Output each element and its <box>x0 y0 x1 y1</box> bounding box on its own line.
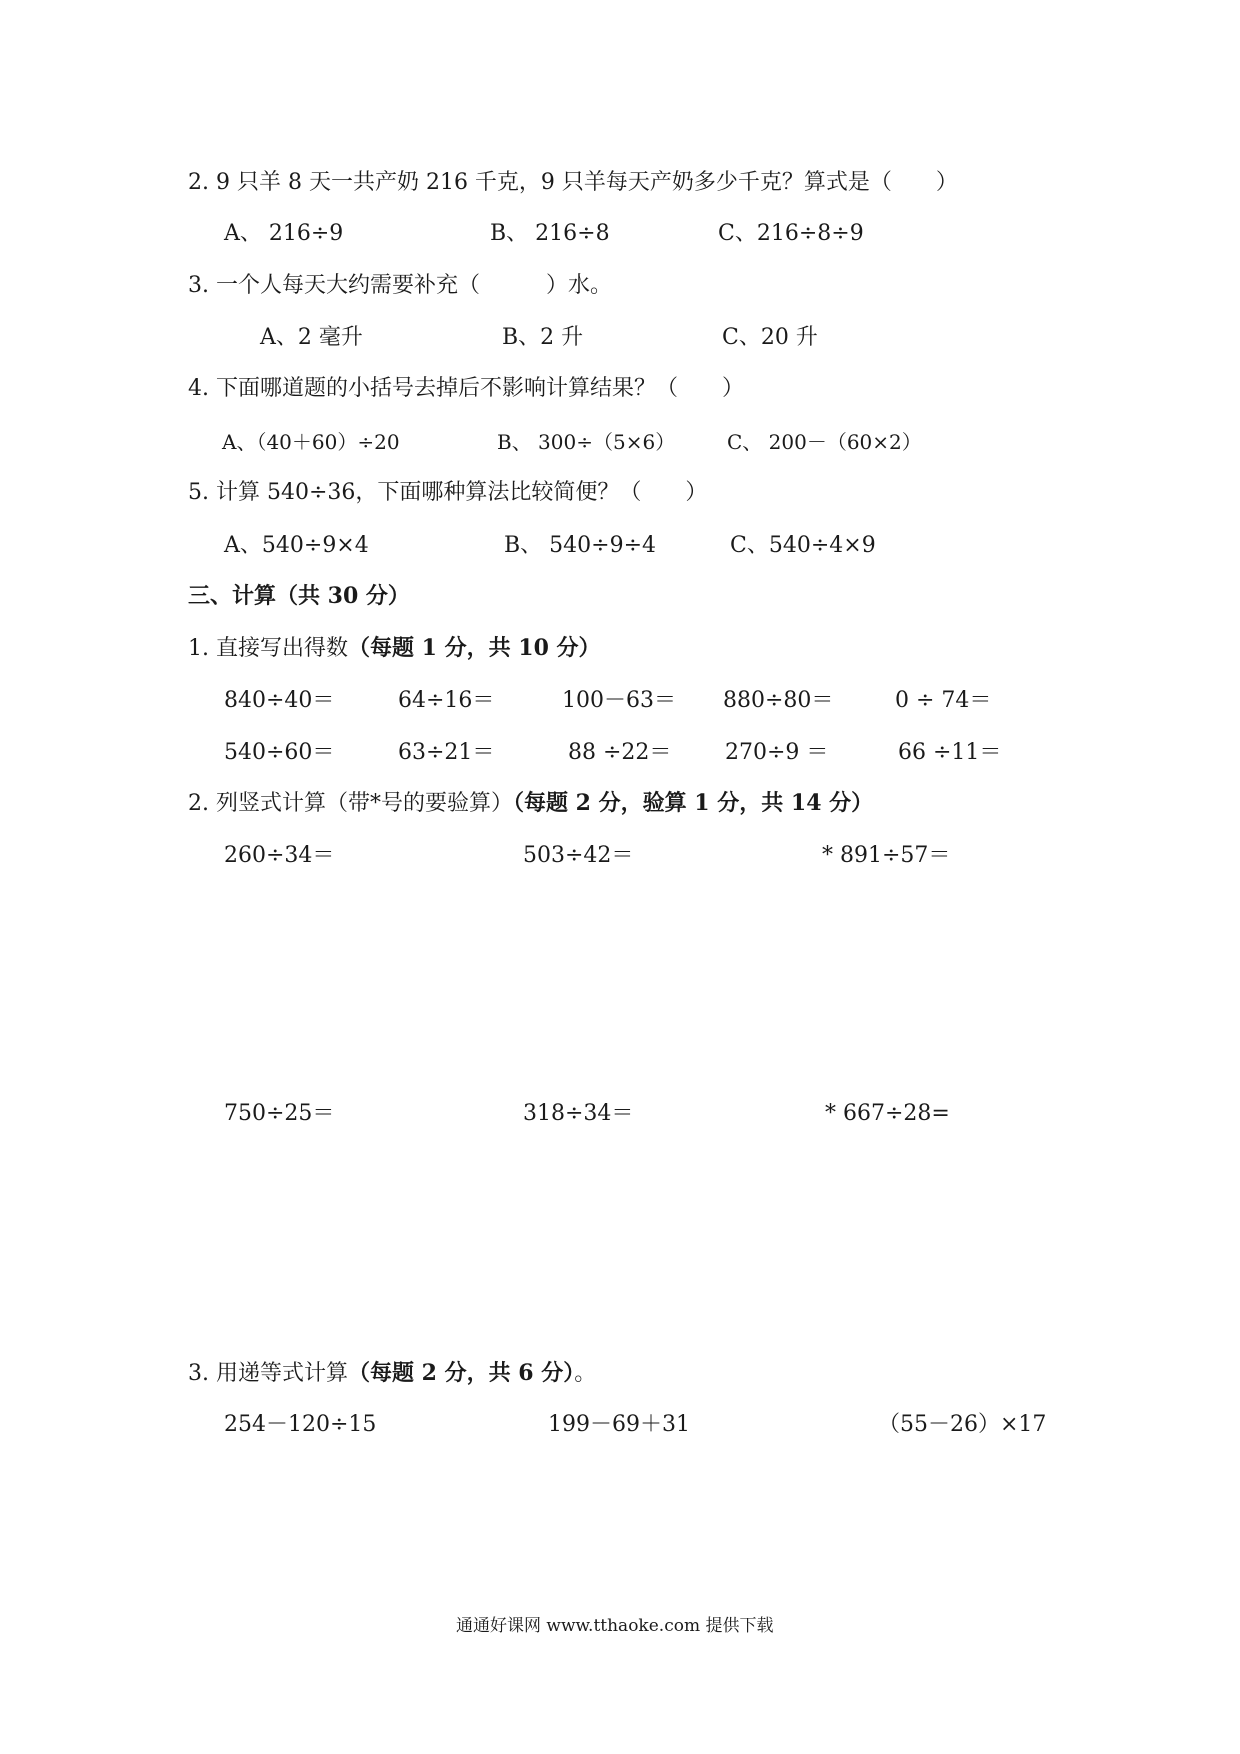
calc-q2-label: 2. 列竖式计算（带*号的要验算） <box>188 791 513 816</box>
page-footer: 通通好课网 www.tthaoke.com 提供下载 <box>456 1616 774 1636</box>
q5-option-a: A、540÷9×4 <box>224 533 369 558</box>
section-3-heading: 三、计算（共 30 分） <box>188 583 410 609</box>
calc-q2-title <box>188 792 873 815</box>
q3-item-3: （55－26）×17 <box>878 1412 1047 1437</box>
q1-item-4: 880÷80＝ <box>723 688 834 713</box>
q1-item-3: 100－63＝ <box>562 688 676 713</box>
q1-item-6: 540÷60＝ <box>224 740 335 765</box>
calc-q1-title <box>188 637 601 660</box>
q1-item-10: 66 ÷11＝ <box>898 740 1002 765</box>
calc-q3-tail: 。 <box>574 1361 597 1386</box>
q3-option-c: C、20 升 <box>722 325 818 350</box>
q2-option-c: C、216÷8÷9 <box>718 221 864 246</box>
q3-option-a: A、2 毫升 <box>260 325 363 350</box>
q2-item-3: * 891÷57＝ <box>822 843 951 868</box>
q1-item-1: 840÷40＝ <box>224 688 335 713</box>
calc-q1-label: 1. 直接写出得数 <box>188 636 348 661</box>
calc-q2-note: （每题 2 分，验算 1 分，共 14 分） <box>512 790 874 816</box>
q3-option-b: B、2 升 <box>502 325 584 350</box>
q1-item-2: 64÷16＝ <box>398 688 495 713</box>
q2-item-2: 503÷42＝ <box>523 843 634 868</box>
q4-option-b: B、 300÷（5×6） <box>497 430 676 454</box>
q2-option-a: A、 216÷9 <box>224 221 344 246</box>
calc-q3-note: （每题 2 分，共 6 分） <box>347 1360 575 1386</box>
q1-item-8: 88 ÷22＝ <box>568 740 672 765</box>
q2-item-1: 260÷34＝ <box>224 843 335 868</box>
question-5: 5. 计算 540÷36，下面哪种算法比较简便？（ ） <box>188 480 708 505</box>
calc-q3-label: 3. 用递等式计算 <box>188 1361 348 1386</box>
q5-option-b: B、 540÷9÷4 <box>504 533 657 558</box>
q2-item-6: * 667÷28= <box>825 1101 950 1126</box>
q1-item-5: 0 ÷ 74＝ <box>895 688 992 713</box>
q4-option-a: A、（40＋60）÷20 <box>222 430 400 454</box>
question-3: 3. 一个人每天大约需要补充（ ）水。 <box>188 273 612 298</box>
question-2: 2. 9 只羊 8 天一共产奶 216 千克，9 只羊每天产奶多少千克？算式是（ ） <box>188 170 958 195</box>
calc-q3-title <box>188 1362 596 1385</box>
calc-q1-note: （每题 1 分，共 10 分） <box>347 635 601 661</box>
q3-item-2: 199－69＋31 <box>548 1412 690 1437</box>
q4-option-c: C、 200－（60×2） <box>727 430 922 454</box>
q2-option-b: B、 216÷8 <box>490 221 610 246</box>
q1-item-7: 63÷21＝ <box>398 740 495 765</box>
q5-option-c: C、540÷4×9 <box>730 533 876 558</box>
q1-item-9: 270÷9 ＝ <box>725 740 829 765</box>
q3-item-1: 254－120÷15 <box>224 1412 377 1437</box>
q2-item-5: 318÷34＝ <box>523 1101 634 1126</box>
q2-item-4: 750÷25＝ <box>224 1101 335 1126</box>
question-4: 4. 下面哪道题的小括号去掉后不影响计算结果？（ ） <box>188 376 744 401</box>
